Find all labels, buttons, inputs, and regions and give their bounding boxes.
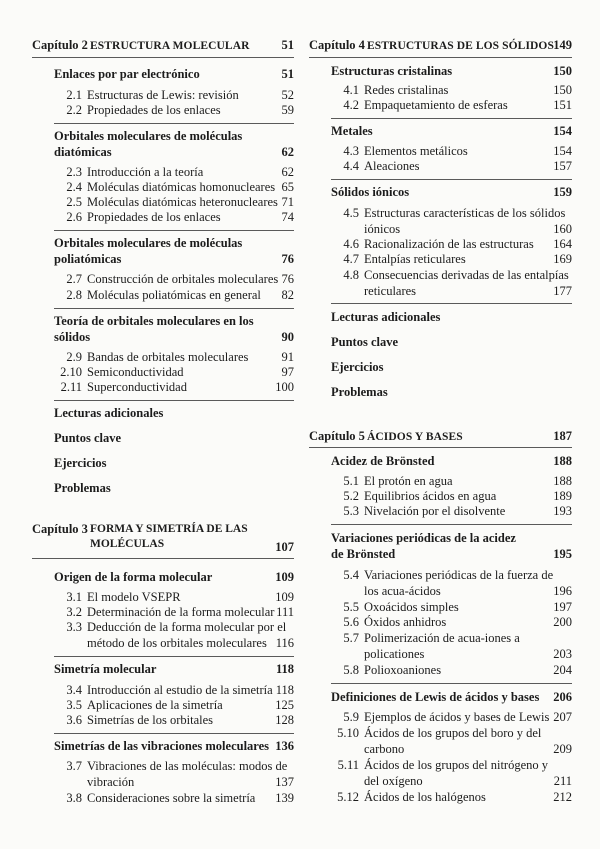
entry-number: 5.8 — [343, 663, 359, 677]
section-heading[interactable] — [331, 63, 572, 79]
page-number: 204 — [553, 663, 572, 677]
entry-number: 5.2 — [343, 489, 359, 503]
entry-title: Vibraciones de las moléculas: modos de vibración — [87, 759, 288, 789]
divider — [54, 656, 294, 657]
section-heading[interactable] — [54, 66, 294, 82]
entry-title: Nivelación por el disolvente — [364, 504, 506, 518]
entry-number: 2.3 — [66, 165, 82, 179]
page-number: 128 — [275, 713, 294, 727]
entry-title: Bandas de orbitales moleculares — [87, 350, 249, 364]
section-heading[interactable] — [331, 123, 572, 139]
section-title: Acidez de Brönsted — [331, 454, 435, 468]
page-number: 188 — [553, 474, 572, 488]
chapter-title: FORMA Y SIMETRÍA DE LAS MOLÉCULAS — [90, 523, 248, 550]
page-number: 188 — [553, 454, 572, 468]
divider — [54, 400, 294, 401]
entry-title: Óxidos anhidros — [364, 615, 447, 629]
entry-number: 5.3 — [343, 504, 359, 518]
page-number: 82 — [281, 288, 294, 302]
page-number: 209 — [553, 742, 572, 756]
section-title: Estructuras cristalinas — [331, 64, 453, 78]
entry-number: 2.7 — [66, 272, 82, 286]
entry-number: 3.6 — [66, 713, 82, 727]
section-heading[interactable] — [54, 738, 294, 754]
page-number: 65 — [281, 180, 294, 194]
page-number: 51 — [281, 67, 294, 81]
page-number: 195 — [553, 547, 572, 561]
entry-title: Ejemplos de ácidos y bases de Lewis — [364, 710, 550, 724]
divider — [309, 57, 572, 58]
entry-title: Estructuras de Lewis: revisión — [87, 88, 239, 102]
entry-title: Aleaciones — [364, 159, 420, 173]
chapter-label: Capítulo 3 — [32, 522, 88, 536]
toc-entry[interactable] — [331, 268, 572, 299]
entry-number: 3.5 — [66, 698, 82, 712]
divider — [54, 230, 294, 231]
entry-title: El protón en agua — [364, 474, 453, 488]
page-number: 52 — [281, 88, 294, 102]
chapter-4-heading[interactable] — [309, 38, 572, 54]
page-number: 157 — [553, 159, 572, 173]
entry-number: 5.10 — [337, 726, 359, 740]
section-title: Metales — [331, 124, 373, 138]
entry-number: 2.5 — [66, 195, 82, 209]
chapter-label: Capítulo 2 — [32, 38, 88, 52]
chapter-5-heading[interactable] — [309, 429, 572, 445]
entry-title: El modelo VSEPR — [87, 590, 181, 604]
misc-problemas[interactable]: Problemas — [54, 481, 111, 495]
entry-title: Aplicaciones de la simetría — [87, 698, 223, 712]
section-title: Orbitales moleculares de moléculas diatómicas — [54, 129, 243, 159]
entry-title: Consideraciones sobre la simetría — [87, 791, 256, 805]
section-title: Orbitales moleculares de moléculas poliatómicas — [54, 236, 243, 266]
divider — [54, 308, 294, 309]
entry-number: 4.8 — [343, 268, 359, 282]
page-number: 197 — [553, 600, 572, 614]
entry-number: 3.3 — [66, 620, 82, 634]
page-number: 151 — [553, 98, 572, 112]
page-number: 76 — [281, 272, 294, 286]
misc-lecturas[interactable]: Lecturas adicionales — [54, 406, 164, 420]
page-number: 97 — [281, 365, 294, 379]
page-number: 59 — [281, 103, 294, 117]
page-number: 206 — [553, 690, 572, 704]
section-heading[interactable] — [331, 530, 572, 562]
entry-number: 5.1 — [343, 474, 359, 488]
entry-title: Consecuencias derivadas de las entalpías reticulares — [364, 268, 569, 298]
page-number: 164 — [553, 237, 572, 251]
misc-problemas[interactable]: Problemas — [331, 385, 388, 399]
section-title: Variaciones periódicas de la acidez de Brönsted — [331, 531, 516, 561]
entry-number: 3.4 — [66, 683, 82, 697]
section-title: Enlaces por par electrónico — [54, 67, 200, 81]
entry-title: Equilibrios ácidos en agua — [364, 489, 497, 503]
entry-number: 2.2 — [66, 103, 82, 117]
section-heading[interactable] — [331, 689, 572, 705]
section-title: Sólidos iónicos — [331, 185, 410, 199]
section-heading[interactable] — [331, 184, 572, 200]
divider — [331, 118, 572, 119]
page-number: 136 — [275, 739, 294, 753]
page-number: 211 — [553, 774, 572, 788]
page-number: 118 — [275, 662, 294, 676]
page-number: 150 — [553, 64, 572, 78]
page-number: 154 — [553, 144, 572, 158]
page-number: 109 — [275, 570, 294, 584]
page-number: 71 — [281, 195, 294, 209]
toc-entry[interactable] — [331, 631, 572, 662]
entry-number: 4.3 — [343, 144, 359, 158]
entry-number: 3.8 — [66, 791, 82, 805]
entry-number: 2.8 — [66, 288, 82, 302]
entry-number: 5.5 — [343, 600, 359, 614]
page-number: 207 — [553, 710, 572, 724]
page-number: 200 — [553, 615, 572, 629]
entry-number: 2.9 — [66, 350, 82, 364]
entry-number: 3.2 — [66, 605, 82, 619]
entry-number: 2.1 — [66, 88, 82, 102]
entry-title: Polimerización de acua-iones a policationes — [364, 631, 520, 661]
misc-ejercicios[interactable]: Ejercicios — [331, 360, 384, 374]
entry-title: Construcción de orbitales moleculares — [87, 272, 279, 286]
page-number: 109 — [275, 590, 294, 604]
divider — [331, 179, 572, 180]
entry-title: Moléculas diatómicas homonucleares — [87, 180, 276, 194]
page-number: 91 — [281, 350, 294, 364]
page-number: 118 — [275, 683, 294, 697]
page-number: 189 — [553, 489, 572, 503]
page-number: 116 — [275, 636, 294, 650]
toc-entry[interactable] — [331, 726, 572, 757]
divider — [331, 683, 572, 684]
entry-number: 2.11 — [60, 380, 82, 394]
chapter-label: Capítulo 4 — [309, 38, 365, 52]
entry-number: 4.2 — [343, 98, 359, 112]
entry-number: 3.1 — [66, 590, 82, 604]
entry-title: Redes cristalinas — [364, 83, 449, 97]
entry-number: 4.6 — [343, 237, 359, 251]
divider — [32, 558, 294, 559]
page-number: 100 — [275, 380, 294, 394]
section-heading[interactable] — [54, 235, 294, 267]
divider — [331, 524, 572, 525]
misc-puntos-clave[interactable]: Puntos clave — [331, 335, 399, 349]
entry-title: Simetrías de los orbitales — [87, 713, 214, 727]
page-number: 74 — [281, 210, 294, 224]
page-number: 90 — [281, 330, 294, 344]
section-heading[interactable] — [331, 453, 572, 469]
chapter-3-heading[interactable] — [32, 522, 294, 556]
chapter-2-heading[interactable] — [32, 38, 294, 54]
entry-number: 4.1 — [343, 83, 359, 97]
chapter-title: ESTRUCTURA MOLECULAR — [90, 40, 250, 52]
page-number: 62 — [281, 145, 294, 159]
page-number: 137 — [275, 775, 294, 789]
entry-number: 4.5 — [343, 206, 359, 220]
entry-title: Estructuras características de los sólidos iónicos — [364, 206, 566, 236]
entry-title: Ácidos de los grupos del nitrógeno y del oxígeno — [364, 758, 549, 788]
entry-number: 2.10 — [60, 365, 82, 379]
entry-title: Superconductividad — [87, 380, 187, 394]
entry-title: Elementos metálicos — [364, 144, 468, 158]
entry-title: Variaciones periódicas de la fuerza de los acua-ácidos — [364, 568, 554, 598]
divider — [309, 447, 572, 448]
page-number: 177 — [553, 284, 572, 298]
entry-number: 2.6 — [66, 210, 82, 224]
entry-title: Empaquetamiento de esferas — [364, 98, 508, 112]
page-number: 212 — [553, 790, 572, 804]
page-number: 149 — [553, 38, 572, 52]
section-title: Teoría de orbitales moleculares en los sólidos — [54, 314, 254, 344]
entry-title: Determinación de la forma molecular — [87, 605, 275, 619]
entry-number: 5.4 — [343, 568, 359, 582]
toc-entry[interactable] — [331, 206, 572, 237]
entry-title: Oxoácidos simples — [364, 600, 459, 614]
page-number: 154 — [553, 124, 572, 138]
page-number: 125 — [275, 698, 294, 712]
page-number: 111 — [276, 605, 294, 619]
page-number: 76 — [281, 252, 294, 266]
entry-number: 5.11 — [337, 758, 359, 772]
entry-number: 5.9 — [343, 710, 359, 724]
entry-title: Propiedades de los enlaces — [87, 103, 221, 117]
entry-title: Ácidos de los halógenos — [364, 790, 486, 804]
section-title: Definiciones de Lewis de ácidos y bases — [331, 690, 540, 704]
entry-number: 4.7 — [343, 252, 359, 266]
section-heading[interactable] — [54, 128, 294, 160]
entry-title: Ácidos de los grupos del boro y del carbono — [364, 726, 542, 756]
entry-title: Introducción a la teoría — [87, 165, 204, 179]
section-heading[interactable] — [54, 569, 294, 585]
entry-number: 5.6 — [343, 615, 359, 629]
toc-entry[interactable] — [331, 758, 572, 789]
page-number: 169 — [553, 252, 572, 266]
page-number: 62 — [281, 165, 294, 179]
chapter-title: ÁCIDOS Y BASES — [367, 431, 463, 443]
divider — [331, 303, 572, 304]
section-title: Simetrías de las vibraciones moleculares — [54, 739, 270, 753]
entry-number: 2.4 — [66, 180, 82, 194]
chapter-title: ESTRUCTURAS DE LOS SÓLIDOS — [367, 40, 554, 52]
entry-title: Propiedades de los enlaces — [87, 210, 221, 224]
entry-title: Introducción al estudio de la simetría — [87, 683, 273, 697]
entry-number: 3.7 — [66, 759, 82, 773]
divider — [32, 57, 294, 58]
section-heading[interactable] — [54, 661, 294, 677]
entry-title: Semiconductividad — [87, 365, 184, 379]
page-number: 196 — [553, 584, 572, 598]
section-title: Simetría molecular — [54, 662, 157, 676]
page-number: 187 — [553, 429, 572, 443]
misc-lecturas[interactable]: Lecturas adicionales — [331, 310, 441, 324]
entry-title: Polioxoaniones — [364, 663, 442, 677]
entry-title: Moléculas poliatómicas en general — [87, 288, 261, 302]
toc-entry[interactable] — [331, 568, 572, 599]
page-number: 203 — [553, 647, 572, 661]
page-number: 107 — [275, 540, 294, 554]
page-number: 159 — [553, 185, 572, 199]
page-number: 193 — [553, 504, 572, 518]
page-number: 139 — [275, 791, 294, 805]
entry-title: Moléculas diatómicas heteronucleares — [87, 195, 278, 209]
entry-number: 4.4 — [343, 159, 359, 173]
chapter-label: Capítulo 5 — [309, 429, 365, 443]
entry-number: 5.12 — [337, 790, 359, 804]
entry-title: Deducción de la forma molecular por el método de los orbitales moleculares — [87, 620, 287, 650]
divider — [54, 733, 294, 734]
section-heading[interactable] — [54, 313, 294, 345]
page-number: 150 — [553, 83, 572, 97]
misc-ejercicios[interactable]: Ejercicios — [54, 456, 107, 470]
misc-puntos-clave[interactable]: Puntos clave — [54, 431, 122, 445]
entry-title: Racionalización de las estructuras — [364, 237, 534, 251]
toc-entry[interactable] — [54, 759, 294, 790]
entry-number: 5.7 — [343, 631, 359, 645]
toc-entry[interactable] — [54, 620, 294, 651]
divider — [54, 123, 294, 124]
section-title: Origen de la forma molecular — [54, 570, 213, 584]
page-number: 160 — [553, 222, 572, 236]
page-number: 51 — [281, 38, 294, 52]
entry-title: Entalpías reticulares — [364, 252, 466, 266]
